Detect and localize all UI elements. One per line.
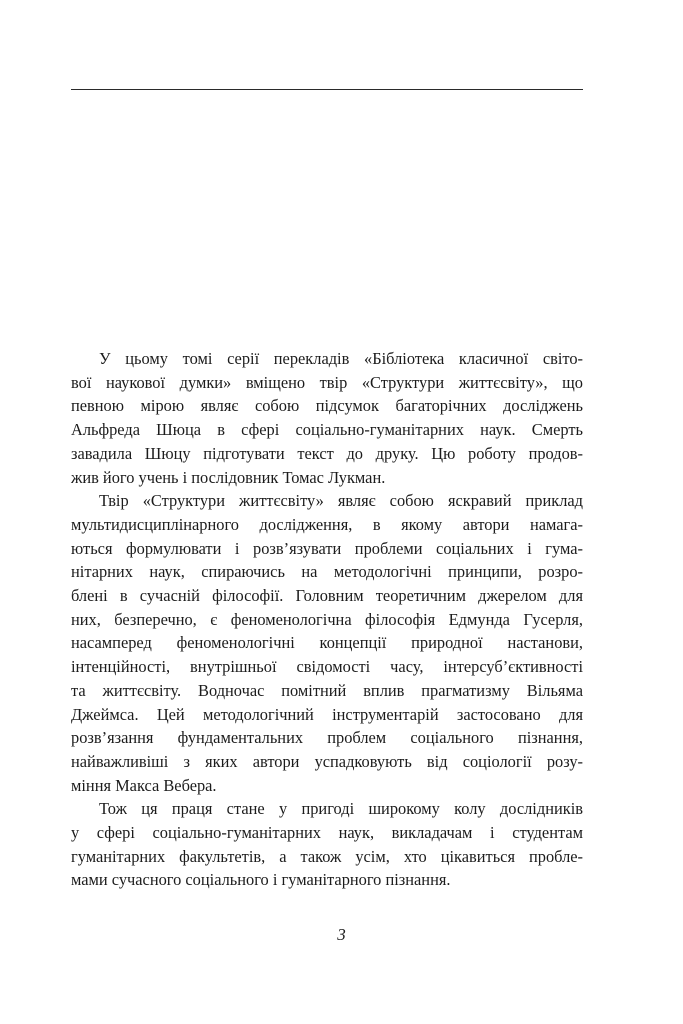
text-line: мами сучасного соціального і гуманітарного пізнання. [71,870,451,890]
text-line: блені в сучасній філософії. Головним теоретичним джерелом для [71,586,583,606]
text-line: насамперед феноменологічні концепції природної настанови, [71,633,583,653]
text-line: певною мірою являє собою підсумок багаторічних досліджень [71,396,583,416]
text-line: Тож ця праця стане у пригоді широкому колу дослідників [99,799,583,819]
text-line: Альфреда Шюца в сфері соціально-гуманітарних наук. Смерть [71,420,583,440]
text-line: ються формулювати і розв’язувати проблеми соціальних і гума- [71,538,583,558]
text-line: Твір «Структури життєсвіту» являє собою яскравий приклад [99,491,583,511]
paragraph [71,489,583,797]
text-line: завадила Шюцу підготувати текст до друку. Цю роботу продов- [71,443,583,463]
text-line: розв’язання фундаментальних проблем соціального пізнання, [71,728,583,748]
text-line: найважливіші з яких автори успадковують від соціології розу- [71,751,583,771]
paragraph [71,347,583,489]
text-line: у сфері соціально-гуманітарних наук, викладачам і студентам [71,823,583,843]
text-line: вої наукової думки» вміщено твір «Структури життєсвіту», що [71,372,583,392]
text-line: Джеймса. Цей методологічний інструментарій застосовано для [71,704,583,724]
text-line: У цьому томі серії перекладів «Бібліотека класичної світо- [99,349,583,368]
page-number: 3 [337,925,346,944]
text-line: нітарних наук, спираючись на методологічні принципи, розро- [71,562,583,582]
body-text [71,347,583,892]
text-line: та життєсвіту. Водночас помітний вплив прагматизму Вільяма [71,680,583,700]
paragraph [71,797,583,892]
text-line: гуманітарних факультетів, а також усім, хто цікавиться пробле- [71,846,583,866]
text-line: інтенційності, внутрішньої свідомості часу, інтерсуб’єктивності [71,657,583,677]
text-line: них, безперечно, є феноменологічна філософія Едмунда Гусерля, [71,609,583,629]
text-line: мультидисциплінарного дослідження, в якому автори намага- [71,514,583,534]
header-rule [71,89,583,90]
text-line: міння Макса Вебера. [71,775,217,795]
text-line: жив його учень і послідовник Томас Лукман. [71,467,386,487]
